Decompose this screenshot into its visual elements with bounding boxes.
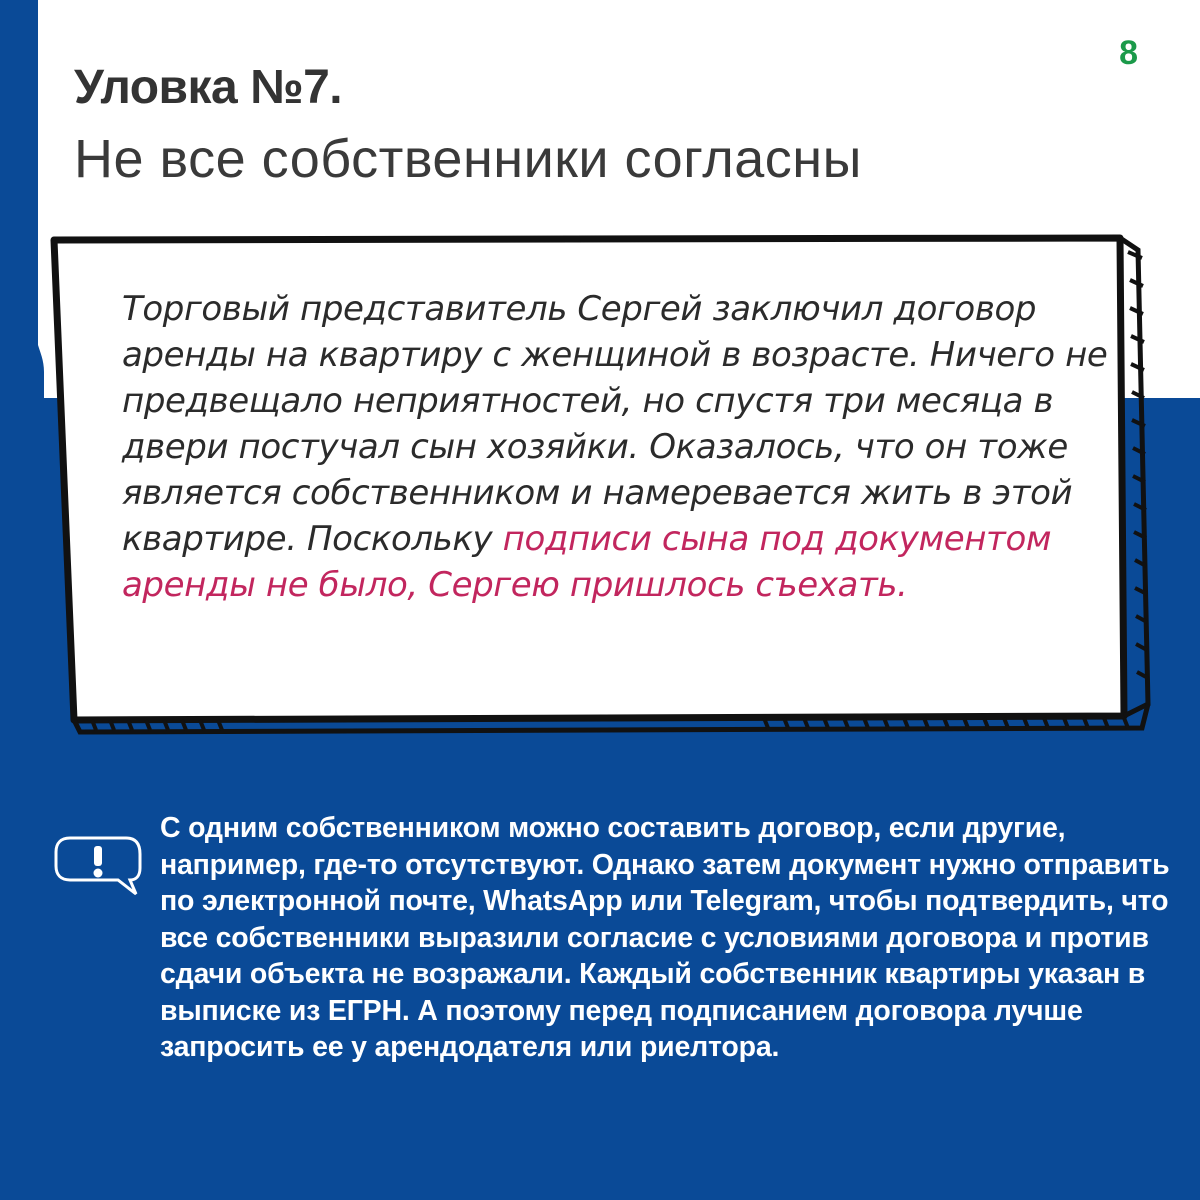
story-text-main: Торговый представитель Сергей заключил договор аренды на квартиру с женщиной в возрасте. Ничего не предвещало неприятностей, но спустя три месяца в двери постучал сын хозяйки. Оказалось, что он тоже является собственником и намеревается жить в этой квартире. Поскольку <box>122 289 1108 559</box>
page-number: 8 <box>1119 34 1138 72</box>
exclamation-speech-bubble-icon <box>52 834 144 900</box>
story-text-highlight: подписи сына под документом аренды не было, Сергею пришлось съехать. <box>122 519 1052 605</box>
page-title: Уловка №7. <box>74 61 343 114</box>
page-subtitle: Не все собственники согласны <box>74 129 862 189</box>
tip-text: С одним собственником можно составить договор, если другие, например, где-то отсутствуют. Однако затем документ нужно отправить по электронной почте, WhatsApp или Telegram, чтобы подтвердить, что все собственники выразили согласие с условиями договора и против сдачи объекта не возражали. Каждый собственник квартиры указан в выписке из ЕГРН. А поэтому перед подписанием договора лучше запросить ее у арендодателя или риелтора. <box>160 812 1170 1063</box>
story-text <box>122 286 1122 608</box>
story-card <box>44 228 1180 748</box>
